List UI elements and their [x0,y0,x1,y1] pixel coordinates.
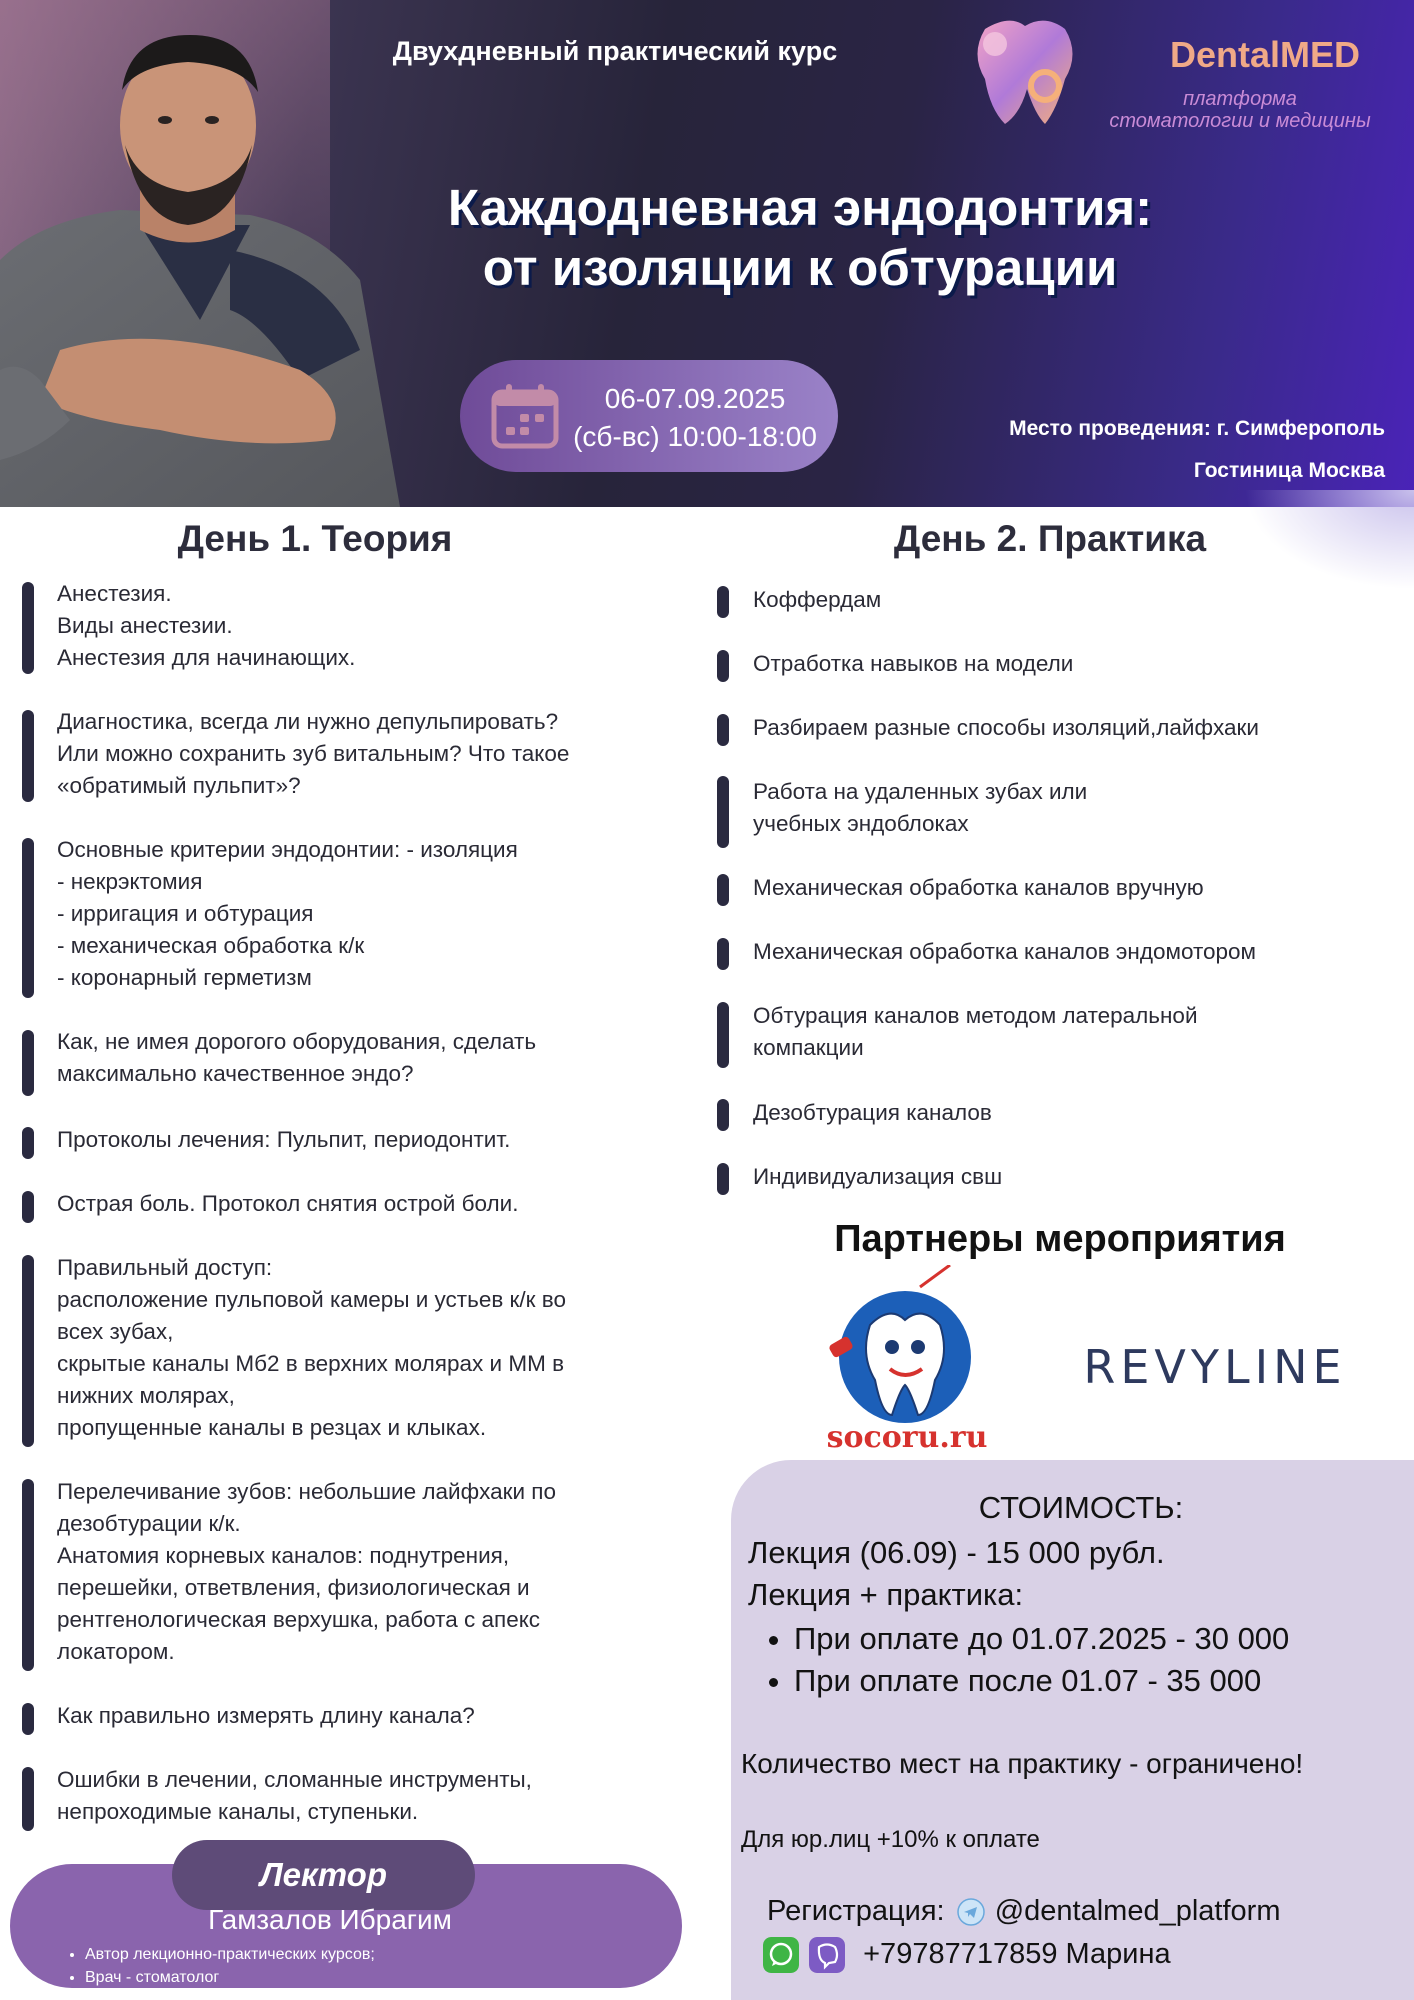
item-marker [22,1030,34,1096]
price-option: • При оплате до 01.07.2025 - 30 000 [794,1618,1289,1660]
lector-credential: • Автор лекционно-практических курсов; [85,1943,375,1966]
lector-label: Лектор [172,1840,475,1910]
date-text [560,380,830,456]
venue-city: Место проведения: г. Симферополь [1009,417,1385,440]
viber-icon[interactable] [809,1937,845,1973]
item-marker [717,586,729,618]
item-marker [22,1479,34,1671]
price-lecture: Лекция (06.09) - 15 000 рубл. [748,1535,1165,1570]
registration-label: Регистрация: [767,1895,945,1927]
day2-item: Разбираем разные способы изоляций,лайфхаки [753,715,1259,740]
price-options [794,1618,1289,1702]
item-marker [22,1703,34,1735]
item-marker [22,1767,34,1831]
day1-item: Как, не имея дорогого оборудования, сделать максимально качественное эндо? [57,1029,537,1086]
day2-title: День 2. Практика [893,518,1207,559]
item-marker [22,582,34,674]
item-marker [717,714,729,746]
day1-item: Правильный доступ: расположение пульповой камеры и устьев к/к во всех зубах, скрытые каналы Мб2 в верхних молярах и ММ в нижних молярах, пропущенные каналы в резцах и клыках. [57,1255,566,1440]
whatsapp-icon[interactable] [763,1937,799,1973]
day2-item: Индивидуализация свш [753,1164,1003,1189]
partners-title: Партнеры мероприятия [834,1218,1286,1260]
limited-seats-note: Количество мест на практику - ограничено! [741,1748,1304,1779]
item-marker [717,874,729,906]
item-marker [22,710,34,802]
course-subtitle: Двухдневный практический курс [392,36,838,66]
legal-entity-note: Для юр.лиц +10% к оплате [741,1826,1040,1853]
day2-item: Коффердам [753,587,882,612]
item-marker [22,1127,34,1159]
calendar-icon [490,382,560,450]
dentalmed-logo [965,14,1405,134]
item-marker [717,938,729,970]
item-marker [717,1099,729,1131]
day1-item: Перелечивание зубов: небольшие лайфхаки по дезобтурации к/к. Анатомия корневых каналов: поднутрения, перешейки, ответвления, физиологическая и рентгенологическая верхушка, работа с апекс локатором. [57,1479,556,1664]
day2-item: Обтурация каналов методом латеральной компакции [753,1003,1198,1060]
day2-item: Механическая обработка каналов эндомотором [753,939,1257,964]
item-marker [717,650,729,682]
day1-item: Острая боль. Протокол снятия острой боли. [57,1191,519,1216]
lector-name: Гамзалов Ибрагим [208,1904,452,1935]
day1-title: День 1. Теория [177,518,453,559]
day2-item: Механическая обработка каналов вручную [753,875,1204,900]
date-badge [460,360,838,472]
item-marker [22,1191,34,1223]
telegram-handle[interactable]: @dentalmed_platform [994,1895,1281,1927]
item-marker [717,776,729,848]
course-title: Каждодневная эндодонтия: от изоляции к обтурации [447,179,1153,296]
price-option: • При оплате после 01.07 - 35 000 [794,1660,1289,1702]
day1-item: Основные критерии эндодонтии: - изоляция - некрэктомия - ирригация и обтурация - механическая обработка к/к - коронарный герметизм [57,837,518,990]
lecturer-photo [0,20,420,507]
price-lecture-practice: Лекция + практика: [748,1577,1024,1612]
day1-item: Как правильно измерять длину канала? [57,1703,475,1728]
price-title: СТОИМОСТЬ: [978,1490,1184,1525]
socoru-wordmark: socoru.ru [826,1420,988,1455]
day2-item: Работа на удаленных зубах или учебных эндоблоках [753,779,1088,836]
venue-hotel: Гостиница Москва [1193,459,1385,482]
day1-item: Анестезия. Виды анестезии. Анестезия для начинающих. [57,581,356,670]
tooth-logo-icon [965,14,1080,129]
event-dates: 06-07.09.2025 [604,383,786,414]
registration-row [767,1895,1280,1928]
lector-credentials [85,1943,375,1989]
venue [880,408,1385,492]
day1-item: Диагностика, всегда ли нужно депульпировать? Или можно сохранить зуб витальным? Что такое «обратимый пульпит»? [57,709,570,798]
logo-name: DentalMED [1169,34,1361,75]
lector-credential: • Врач - стоматолог [85,1966,375,1989]
revyline-logo: REVYLINE [1083,1340,1347,1394]
phone-row [763,1937,1171,1977]
header-banner [0,0,1414,507]
item-marker [717,1002,729,1068]
item-marker [22,838,34,998]
item-marker [22,1255,34,1447]
telegram-icon [957,1898,985,1926]
logo-tagline: платформа стоматологии и медицины [1109,88,1371,132]
day2-item: Отработка навыков на модели [753,651,1074,676]
phone-number[interactable]: +79787717859 Марина [863,1937,1171,1970]
day1-item: Ошибки в лечении, сломанные инструменты, непроходимые каналы, ступеньки. [57,1767,532,1824]
item-marker [717,1163,729,1195]
event-time: (сб-вс) 10:00-18:00 [573,421,817,452]
day2-item: Дезобтурация каналов [753,1100,992,1125]
day1-item: Протоколы лечения: Пульпит, периодонтит. [57,1127,511,1152]
